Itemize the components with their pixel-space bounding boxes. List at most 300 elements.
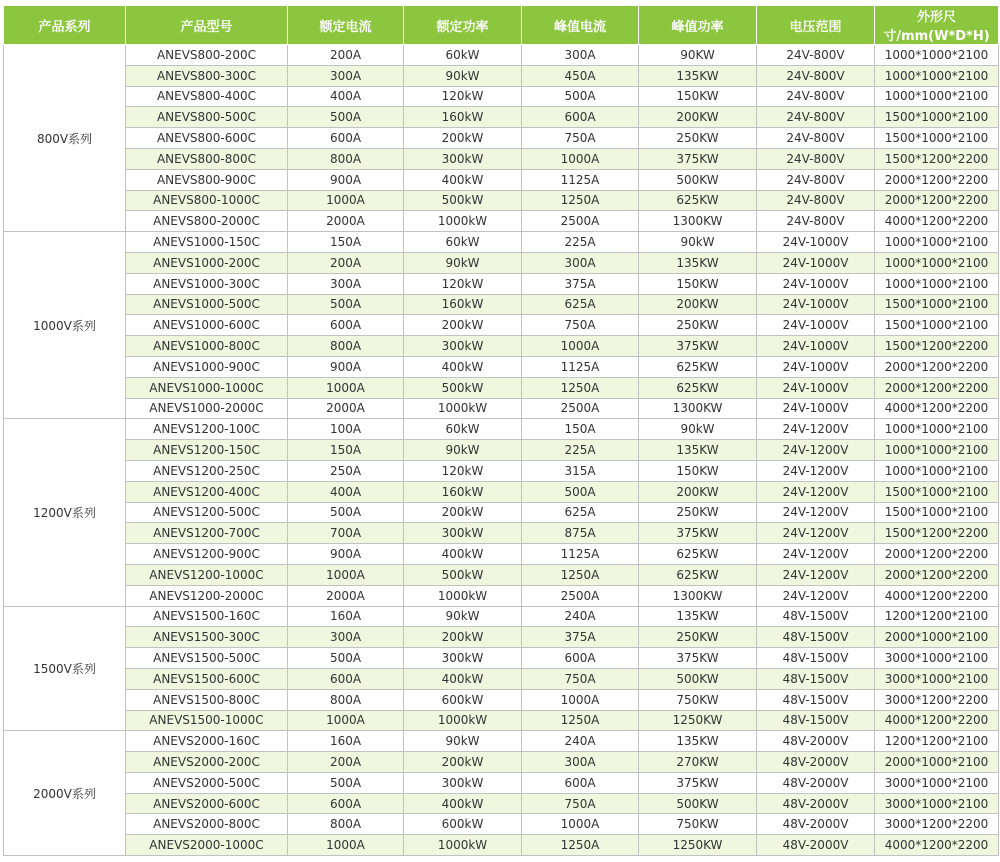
- rated-power-cell: 300kW: [404, 148, 522, 169]
- dimensions-cell: 2000*1200*2200: [875, 169, 999, 190]
- voltage-range-cell: 48V-2000V: [757, 814, 875, 835]
- table-row: [4, 502, 999, 523]
- series-cell: 1000V系列: [4, 232, 126, 419]
- rated-power-cell: 600kW: [404, 689, 522, 710]
- model-cell: ANEVS1200-250C: [126, 460, 288, 481]
- peak-power-cell: 200KW: [639, 107, 757, 128]
- peak-power-cell: 625KW: [639, 564, 757, 585]
- peak-power-cell: 750KW: [639, 814, 757, 835]
- dimensions-cell: 2000*1200*2200: [875, 356, 999, 377]
- rated-power-cell: 400kW: [404, 356, 522, 377]
- peak-power-cell: 1250KW: [639, 710, 757, 731]
- rated-power-cell: 90kW: [404, 252, 522, 273]
- model-cell: ANEVS1200-900C: [126, 544, 288, 565]
- dimensions-cell: 1000*1000*2100: [875, 232, 999, 253]
- model-cell: ANEVS1200-400C: [126, 481, 288, 502]
- table-row: [4, 668, 999, 689]
- peak-current-cell: 1250A: [522, 564, 639, 585]
- peak-power-cell: 375KW: [639, 148, 757, 169]
- voltage-range-cell: 24V-1200V: [757, 481, 875, 502]
- model-cell: ANEVS1000-1000C: [126, 377, 288, 398]
- table-row: [4, 169, 999, 190]
- voltage-range-cell: 24V-800V: [757, 65, 875, 86]
- peak-current-cell: 625A: [522, 294, 639, 315]
- dimensions-cell: 3000*1000*2100: [875, 772, 999, 793]
- dimensions-cell: 1500*1000*2100: [875, 294, 999, 315]
- rated-power-cell: 400kW: [404, 544, 522, 565]
- table-row: [4, 835, 999, 856]
- dimensions-cell: 2000*1200*2200: [875, 564, 999, 585]
- peak-current-cell: 750A: [522, 793, 639, 814]
- peak-power-cell: 750KW: [639, 689, 757, 710]
- dimensions-cell: 1500*1000*2100: [875, 502, 999, 523]
- model-cell: ANEVS2000-500C: [126, 772, 288, 793]
- peak-power-cell: 150KW: [639, 273, 757, 294]
- voltage-range-cell: 24V-800V: [757, 148, 875, 169]
- model-cell: ANEVS800-600C: [126, 128, 288, 149]
- model-cell: ANEVS1000-900C: [126, 356, 288, 377]
- header-voltage-range: 电压范围: [757, 6, 875, 45]
- rated-power-cell: 120kW: [404, 273, 522, 294]
- dimensions-cell: 4000*1200*2200: [875, 710, 999, 731]
- table-row: [4, 190, 999, 211]
- rated-current-cell: 150A: [288, 440, 404, 461]
- table-row: [4, 356, 999, 377]
- rated-current-cell: 400A: [288, 481, 404, 502]
- voltage-range-cell: 24V-800V: [757, 169, 875, 190]
- rated-current-cell: 500A: [288, 648, 404, 669]
- rated-power-cell: 60kW: [404, 419, 522, 440]
- voltage-range-cell: 24V-1200V: [757, 585, 875, 606]
- dimensions-cell: 3000*1200*2200: [875, 814, 999, 835]
- rated-current-cell: 600A: [288, 668, 404, 689]
- peak-power-cell: 375KW: [639, 648, 757, 669]
- dimensions-cell: 1000*1000*2100: [875, 65, 999, 86]
- table-row: [4, 606, 999, 627]
- rated-power-cell: 90kW: [404, 65, 522, 86]
- peak-current-cell: 500A: [522, 481, 639, 502]
- header-dimensions: 外形尺寸/mm(W*D*H): [875, 6, 999, 45]
- voltage-range-cell: 24V-1200V: [757, 419, 875, 440]
- dimensions-cell: 1200*1200*2100: [875, 731, 999, 752]
- voltage-range-cell: 24V-1200V: [757, 564, 875, 585]
- model-cell: ANEVS800-800C: [126, 148, 288, 169]
- peak-current-cell: 450A: [522, 65, 639, 86]
- rated-power-cell: 300kW: [404, 648, 522, 669]
- table-row: [4, 793, 999, 814]
- table-row: [4, 731, 999, 752]
- model-cell: ANEVS1200-150C: [126, 440, 288, 461]
- voltage-range-cell: 24V-1000V: [757, 336, 875, 357]
- model-cell: ANEVS2000-600C: [126, 793, 288, 814]
- peak-current-cell: 1250A: [522, 835, 639, 856]
- rated-power-cell: 200kW: [404, 752, 522, 773]
- model-cell: ANEVS800-1000C: [126, 190, 288, 211]
- peak-power-cell: 625KW: [639, 190, 757, 211]
- rated-power-cell: 90kW: [404, 606, 522, 627]
- voltage-range-cell: 48V-1500V: [757, 627, 875, 648]
- peak-power-cell: 250KW: [639, 502, 757, 523]
- header-peak-current: 峰值电流: [522, 6, 639, 45]
- model-cell: ANEVS1000-800C: [126, 336, 288, 357]
- peak-current-cell: 1000A: [522, 814, 639, 835]
- dimensions-cell: 1000*1000*2100: [875, 273, 999, 294]
- peak-power-cell: 250KW: [639, 128, 757, 149]
- dimensions-cell: 3000*1000*2100: [875, 793, 999, 814]
- voltage-range-cell: 24V-800V: [757, 128, 875, 149]
- model-cell: ANEVS1500-500C: [126, 648, 288, 669]
- peak-current-cell: 750A: [522, 315, 639, 336]
- peak-power-cell: 90kW: [639, 232, 757, 253]
- table-row: [4, 814, 999, 835]
- peak-power-cell: 375KW: [639, 336, 757, 357]
- voltage-range-cell: 24V-1000V: [757, 377, 875, 398]
- model-cell: ANEVS2000-1000C: [126, 835, 288, 856]
- voltage-range-cell: 24V-800V: [757, 107, 875, 128]
- rated-power-cell: 120kW: [404, 460, 522, 481]
- table-row: [4, 336, 999, 357]
- peak-current-cell: 500A: [522, 86, 639, 107]
- peak-current-cell: 750A: [522, 128, 639, 149]
- peak-power-cell: 1300KW: [639, 398, 757, 419]
- model-cell: ANEVS1200-100C: [126, 419, 288, 440]
- rated-current-cell: 1000A: [288, 377, 404, 398]
- peak-power-cell: 135KW: [639, 65, 757, 86]
- dimensions-cell: 2000*1200*2200: [875, 377, 999, 398]
- dimensions-cell: 1500*1000*2100: [875, 128, 999, 149]
- peak-current-cell: 1000A: [522, 689, 639, 710]
- peak-current-cell: 1125A: [522, 169, 639, 190]
- peak-current-cell: 240A: [522, 606, 639, 627]
- peak-current-cell: 300A: [522, 252, 639, 273]
- rated-current-cell: 600A: [288, 128, 404, 149]
- peak-current-cell: 1250A: [522, 377, 639, 398]
- voltage-range-cell: 24V-1200V: [757, 523, 875, 544]
- voltage-range-cell: 48V-2000V: [757, 731, 875, 752]
- rated-current-cell: 800A: [288, 689, 404, 710]
- rated-power-cell: 90kW: [404, 440, 522, 461]
- rated-current-cell: 300A: [288, 627, 404, 648]
- dimensions-cell: 4000*1200*2200: [875, 398, 999, 419]
- rated-power-cell: 600kW: [404, 814, 522, 835]
- voltage-range-cell: 24V-1200V: [757, 544, 875, 565]
- rated-power-cell: 300kW: [404, 336, 522, 357]
- peak-current-cell: 600A: [522, 107, 639, 128]
- rated-current-cell: 300A: [288, 65, 404, 86]
- table-row: [4, 45, 999, 66]
- peak-power-cell: 625KW: [639, 544, 757, 565]
- dimensions-cell: 2000*1000*2100: [875, 627, 999, 648]
- peak-current-cell: 1125A: [522, 544, 639, 565]
- table-row: [4, 86, 999, 107]
- dimensions-cell: 3000*1200*2200: [875, 689, 999, 710]
- table-body: [4, 45, 999, 856]
- dimensions-cell: 4000*1200*2200: [875, 835, 999, 856]
- rated-current-cell: 160A: [288, 606, 404, 627]
- rated-current-cell: 300A: [288, 273, 404, 294]
- peak-power-cell: 150KW: [639, 460, 757, 481]
- table-row: [4, 564, 999, 585]
- table-row: [4, 211, 999, 232]
- peak-power-cell: 500KW: [639, 793, 757, 814]
- model-cell: ANEVS1500-300C: [126, 627, 288, 648]
- table-row: [4, 440, 999, 461]
- peak-power-cell: 135KW: [639, 252, 757, 273]
- peak-current-cell: 2500A: [522, 585, 639, 606]
- rated-current-cell: 1000A: [288, 835, 404, 856]
- peak-power-cell: 90kW: [639, 419, 757, 440]
- peak-current-cell: 2500A: [522, 211, 639, 232]
- peak-power-cell: 135KW: [639, 440, 757, 461]
- rated-current-cell: 400A: [288, 86, 404, 107]
- rated-current-cell: 1000A: [288, 710, 404, 731]
- dimensions-cell: 2000*1200*2200: [875, 544, 999, 565]
- model-cell: ANEVS2000-200C: [126, 752, 288, 773]
- voltage-range-cell: 24V-1000V: [757, 232, 875, 253]
- rated-power-cell: 400kW: [404, 169, 522, 190]
- rated-current-cell: 500A: [288, 294, 404, 315]
- dimensions-cell: 1000*1000*2100: [875, 252, 999, 273]
- rated-current-cell: 2000A: [288, 398, 404, 419]
- rated-current-cell: 500A: [288, 107, 404, 128]
- voltage-range-cell: 24V-1000V: [757, 294, 875, 315]
- dimensions-cell: 2000*1000*2100: [875, 752, 999, 773]
- model-cell: ANEVS1500-600C: [126, 668, 288, 689]
- model-cell: ANEVS1500-800C: [126, 689, 288, 710]
- rated-current-cell: 200A: [288, 752, 404, 773]
- dimensions-cell: 2000*1200*2200: [875, 190, 999, 211]
- peak-current-cell: 750A: [522, 668, 639, 689]
- rated-current-cell: 2000A: [288, 585, 404, 606]
- peak-current-cell: 625A: [522, 502, 639, 523]
- peak-power-cell: 625KW: [639, 377, 757, 398]
- table-row: [4, 232, 999, 253]
- peak-power-cell: 500KW: [639, 169, 757, 190]
- table-row: [4, 377, 999, 398]
- voltage-range-cell: 24V-1000V: [757, 398, 875, 419]
- series-cell: 1200V系列: [4, 419, 126, 606]
- voltage-range-cell: 48V-1500V: [757, 648, 875, 669]
- rated-power-cell: 90kW: [404, 731, 522, 752]
- model-cell: ANEVS1000-500C: [126, 294, 288, 315]
- model-cell: ANEVS1000-200C: [126, 252, 288, 273]
- rated-current-cell: 800A: [288, 336, 404, 357]
- dimensions-cell: 3000*1000*2100: [875, 648, 999, 669]
- dimensions-cell: 4000*1200*2200: [875, 585, 999, 606]
- peak-power-cell: 1250KW: [639, 835, 757, 856]
- voltage-range-cell: 48V-2000V: [757, 752, 875, 773]
- peak-power-cell: 375KW: [639, 772, 757, 793]
- voltage-range-cell: 24V-800V: [757, 211, 875, 232]
- peak-power-cell: 250KW: [639, 315, 757, 336]
- product-spec-table: [3, 5, 999, 856]
- table-row: [4, 460, 999, 481]
- rated-current-cell: 600A: [288, 315, 404, 336]
- model-cell: ANEVS1000-2000C: [126, 398, 288, 419]
- series-cell: 800V系列: [4, 45, 126, 232]
- table-row: [4, 585, 999, 606]
- dimensions-cell: 1500*1000*2100: [875, 481, 999, 502]
- header-rated-current: 额定电流: [288, 6, 404, 45]
- peak-power-cell: 250KW: [639, 627, 757, 648]
- voltage-range-cell: 24V-1200V: [757, 460, 875, 481]
- rated-power-cell: 500kW: [404, 190, 522, 211]
- rated-power-cell: 400kW: [404, 793, 522, 814]
- model-cell: ANEVS1000-150C: [126, 232, 288, 253]
- rated-power-cell: 160kW: [404, 294, 522, 315]
- table-row: [4, 648, 999, 669]
- table-row: [4, 398, 999, 419]
- table-row: [4, 710, 999, 731]
- peak-current-cell: 150A: [522, 419, 639, 440]
- rated-current-cell: 150A: [288, 232, 404, 253]
- table-row: [4, 148, 999, 169]
- table-row: [4, 273, 999, 294]
- peak-current-cell: 2500A: [522, 398, 639, 419]
- rated-power-cell: 500kW: [404, 564, 522, 585]
- dimensions-cell: 1000*1000*2100: [875, 460, 999, 481]
- rated-power-cell: 200kW: [404, 315, 522, 336]
- rated-power-cell: 60kW: [404, 232, 522, 253]
- header-peak-power: 峰值功率: [639, 6, 757, 45]
- table-row: [4, 419, 999, 440]
- voltage-range-cell: 24V-1000V: [757, 356, 875, 377]
- table-row: [4, 294, 999, 315]
- peak-power-cell: 625KW: [639, 356, 757, 377]
- model-cell: ANEVS1200-1000C: [126, 564, 288, 585]
- model-cell: ANEVS1000-300C: [126, 273, 288, 294]
- voltage-range-cell: 24V-1000V: [757, 273, 875, 294]
- voltage-range-cell: 24V-1200V: [757, 502, 875, 523]
- rated-current-cell: 160A: [288, 731, 404, 752]
- rated-current-cell: 200A: [288, 45, 404, 66]
- dimensions-cell: 1500*1000*2100: [875, 315, 999, 336]
- voltage-range-cell: 48V-1500V: [757, 668, 875, 689]
- rated-power-cell: 200kW: [404, 627, 522, 648]
- table-row: [4, 107, 999, 128]
- peak-power-cell: 200KW: [639, 481, 757, 502]
- rated-power-cell: 500kW: [404, 377, 522, 398]
- peak-power-cell: 135KW: [639, 731, 757, 752]
- rated-current-cell: 800A: [288, 814, 404, 835]
- series-cell: 2000V系列: [4, 731, 126, 856]
- rated-current-cell: 900A: [288, 356, 404, 377]
- peak-current-cell: 315A: [522, 460, 639, 481]
- dimensions-cell: 1200*1200*2100: [875, 606, 999, 627]
- peak-current-cell: 1000A: [522, 336, 639, 357]
- peak-current-cell: 375A: [522, 627, 639, 648]
- table-row: [4, 65, 999, 86]
- table-row: [4, 252, 999, 273]
- peak-power-cell: 1300KW: [639, 585, 757, 606]
- peak-power-cell: 90KW: [639, 45, 757, 66]
- table-row: [4, 772, 999, 793]
- table-row: [4, 689, 999, 710]
- rated-current-cell: 200A: [288, 252, 404, 273]
- rated-current-cell: 2000A: [288, 211, 404, 232]
- voltage-range-cell: 48V-2000V: [757, 835, 875, 856]
- voltage-range-cell: 48V-1500V: [757, 606, 875, 627]
- rated-power-cell: 400kW: [404, 668, 522, 689]
- peak-current-cell: 600A: [522, 648, 639, 669]
- peak-current-cell: 240A: [522, 731, 639, 752]
- model-cell: ANEVS1500-1000C: [126, 710, 288, 731]
- model-cell: ANEVS1200-2000C: [126, 585, 288, 606]
- series-cell: 1500V系列: [4, 606, 126, 731]
- rated-current-cell: 700A: [288, 523, 404, 544]
- peak-current-cell: 1125A: [522, 356, 639, 377]
- rated-current-cell: 900A: [288, 544, 404, 565]
- rated-power-cell: 160kW: [404, 481, 522, 502]
- dimensions-cell: 1000*1000*2100: [875, 419, 999, 440]
- peak-current-cell: 1000A: [522, 148, 639, 169]
- dimensions-cell: 1500*1200*2200: [875, 523, 999, 544]
- voltage-range-cell: 24V-800V: [757, 190, 875, 211]
- peak-power-cell: 375KW: [639, 523, 757, 544]
- peak-current-cell: 1250A: [522, 190, 639, 211]
- peak-current-cell: 225A: [522, 232, 639, 253]
- rated-power-cell: 300kW: [404, 523, 522, 544]
- model-cell: ANEVS1500-160C: [126, 606, 288, 627]
- rated-current-cell: 500A: [288, 772, 404, 793]
- dimensions-cell: 1000*1000*2100: [875, 86, 999, 107]
- rated-power-cell: 1000kW: [404, 585, 522, 606]
- header-rated-power: 额定功率: [404, 6, 522, 45]
- rated-current-cell: 500A: [288, 502, 404, 523]
- peak-current-cell: 1250A: [522, 710, 639, 731]
- peak-current-cell: 225A: [522, 440, 639, 461]
- dimensions-cell: 4000*1200*2200: [875, 211, 999, 232]
- voltage-range-cell: 48V-1500V: [757, 689, 875, 710]
- peak-power-cell: 500KW: [639, 668, 757, 689]
- dimensions-cell: 1000*1000*2100: [875, 440, 999, 461]
- dimensions-cell: 1500*1200*2200: [875, 148, 999, 169]
- header-series: 产品系列: [4, 6, 126, 45]
- table-row: [4, 128, 999, 149]
- rated-power-cell: 1000kW: [404, 710, 522, 731]
- model-cell: ANEVS2000-160C: [126, 731, 288, 752]
- model-cell: ANEVS800-200C: [126, 45, 288, 66]
- model-cell: ANEVS800-2000C: [126, 211, 288, 232]
- table-row: [4, 752, 999, 773]
- rated-current-cell: 1000A: [288, 564, 404, 585]
- model-cell: ANEVS800-500C: [126, 107, 288, 128]
- table-row: [4, 523, 999, 544]
- voltage-range-cell: 24V-800V: [757, 86, 875, 107]
- rated-current-cell: 1000A: [288, 190, 404, 211]
- rated-power-cell: 1000kW: [404, 398, 522, 419]
- model-cell: ANEVS1200-700C: [126, 523, 288, 544]
- table-row: [4, 315, 999, 336]
- peak-current-cell: 300A: [522, 752, 639, 773]
- table-row: [4, 544, 999, 565]
- rated-power-cell: 1000kW: [404, 211, 522, 232]
- rated-power-cell: 200kW: [404, 502, 522, 523]
- voltage-range-cell: 24V-1000V: [757, 252, 875, 273]
- rated-current-cell: 600A: [288, 793, 404, 814]
- voltage-range-cell: 24V-800V: [757, 45, 875, 66]
- peak-power-cell: 270KW: [639, 752, 757, 773]
- peak-current-cell: 600A: [522, 772, 639, 793]
- rated-power-cell: 120kW: [404, 86, 522, 107]
- header-row: [4, 6, 999, 45]
- rated-power-cell: 300kW: [404, 772, 522, 793]
- model-cell: ANEVS800-900C: [126, 169, 288, 190]
- rated-power-cell: 1000kW: [404, 835, 522, 856]
- voltage-range-cell: 48V-2000V: [757, 772, 875, 793]
- dimensions-cell: 1500*1000*2100: [875, 107, 999, 128]
- peak-power-cell: 150KW: [639, 86, 757, 107]
